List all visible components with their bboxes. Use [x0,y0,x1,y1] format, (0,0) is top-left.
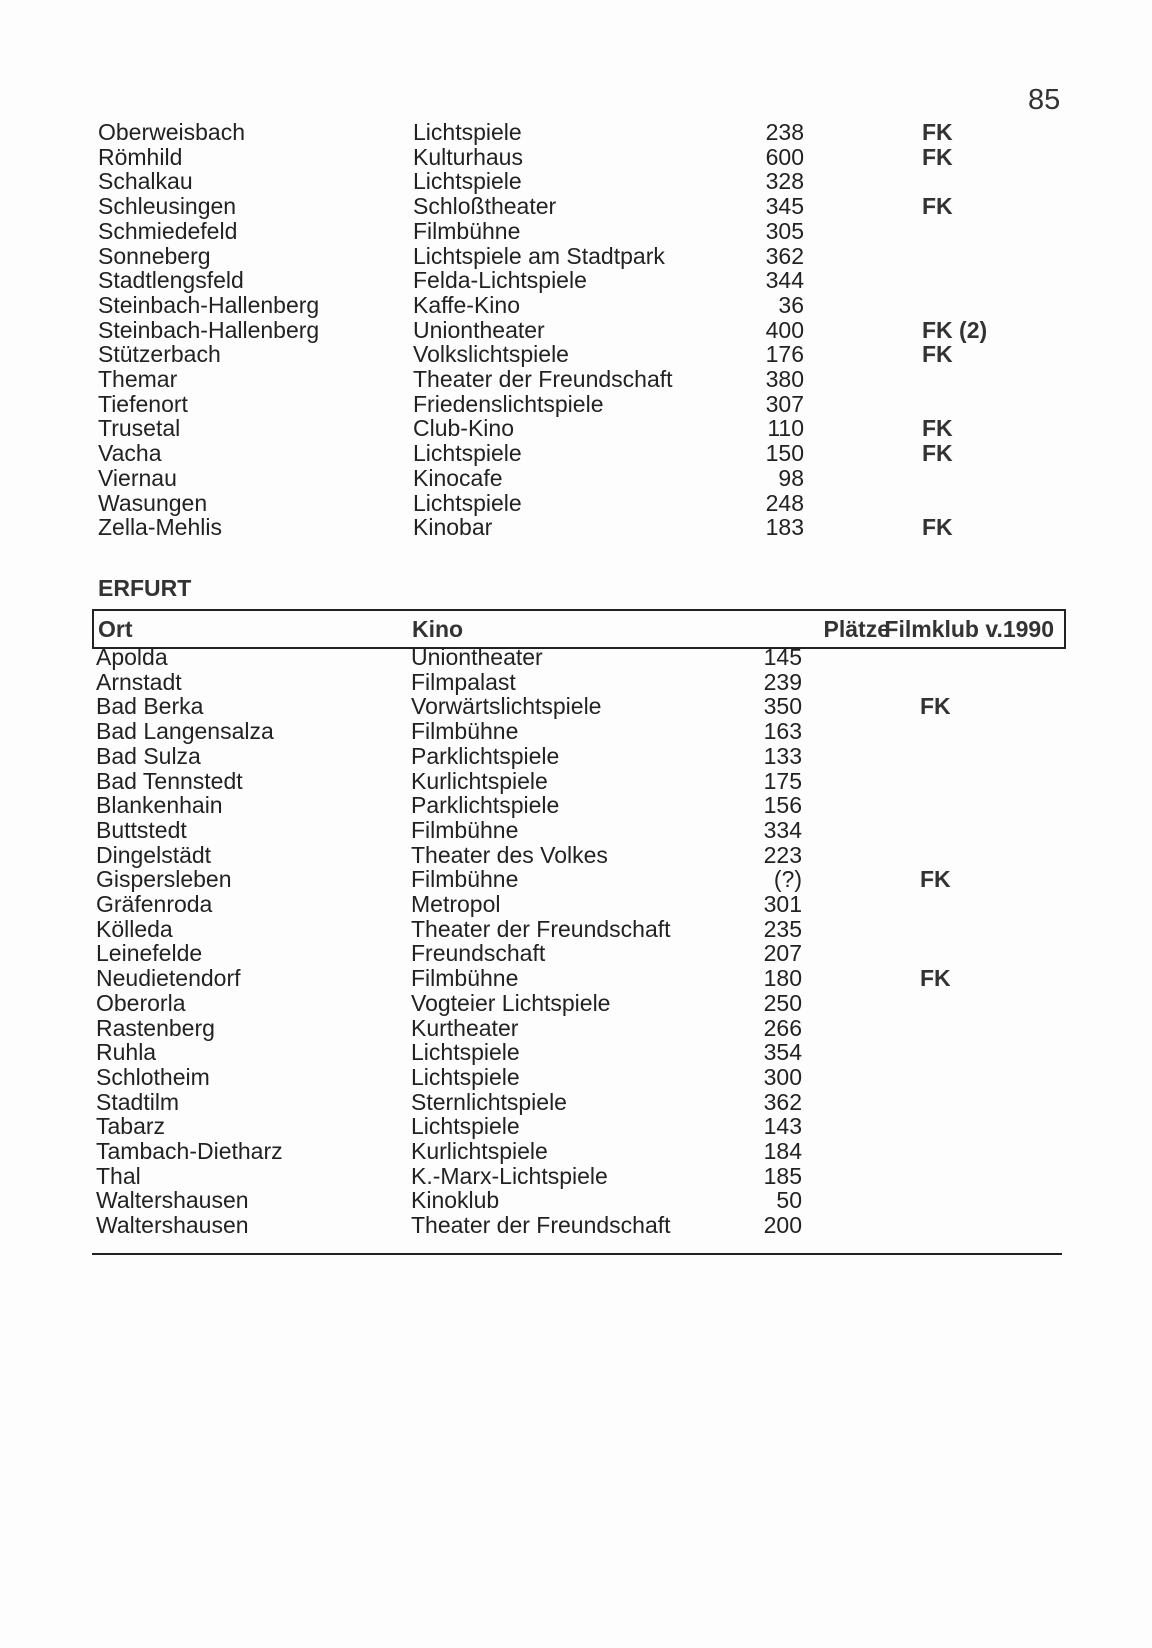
cell-kino: Friedenslichtspiele [413,390,604,417]
cell-filmklub: FK [922,514,953,541]
cell-kino: Kaffe-Kino [413,291,520,318]
table-row [0,1188,1152,1213]
cell-ort: Thal [96,1162,141,1189]
cell-plaetze: 184 [763,1138,802,1164]
cell-kino: Kinoklub [411,1187,500,1214]
cell-ort: Bad Sulza [96,742,201,769]
table-row [0,670,1152,695]
cell-kino: Kinocafe [413,464,503,491]
table-row [0,1164,1152,1189]
table-row [0,793,1152,818]
cell-kino: Lichtspiele am Stadtpark [413,242,665,269]
cell-filmklub: FK [922,193,953,220]
cell-plaetze: 50 [776,1187,802,1214]
cell-plaetze: 362 [763,1088,802,1115]
cell-ort: Buttstedt [96,816,187,843]
cell-plaetze: 380 [765,366,804,392]
table-row [0,1065,1152,1090]
cell-plaetze: 239 [763,668,802,695]
cell-plaetze: 600 [765,143,804,170]
cell-ort: Wasungen [98,489,208,516]
cell-plaetze: 300 [763,1063,802,1090]
cell-kino: Filmbühne [411,816,519,843]
cell-kino: Volkslichtspiele [413,341,569,368]
cell-ort: Sonneberg [98,242,211,269]
cell-ort: Schlotheim [96,1063,210,1090]
table-row [0,1139,1152,1164]
cell-plaetze: 145 [763,644,802,670]
table-row [0,318,1152,343]
cell-kino: Lichtspiele [411,1113,520,1140]
cell-kino: Lichtspiele [413,440,522,467]
table-row [0,466,1152,491]
cell-kino: Parklichtspiele [411,792,560,819]
cell-kino: Metropol [411,891,501,917]
cell-filmklub: FK [920,693,951,720]
cell-ort: Viernau [98,464,177,491]
table-row [0,441,1152,466]
cell-filmklub: FK [920,965,951,992]
cell-plaetze: 238 [765,119,804,145]
cell-filmklub: FK [922,119,953,145]
cell-plaetze: 185 [763,1162,802,1189]
cell-ort: Zella-Mehlis [98,514,222,541]
table-row [0,941,1152,966]
page-number: 85 [1028,84,1061,116]
cell-ort: Oberorla [96,989,186,1016]
table-row [0,991,1152,1016]
table-row [0,515,1152,540]
table-row [0,392,1152,417]
table-row [0,367,1152,392]
cell-kino: Parklichtspiele [411,742,560,769]
cell-kino: Filmbühne [413,217,521,244]
cell-plaetze: 344 [765,267,804,294]
cell-ort: Bad Tennstedt [96,767,243,794]
table-row [0,917,1152,942]
cell-kino: Kurtheater [411,1014,519,1041]
cell-plaetze: 248 [765,489,804,516]
cell-plaetze: 345 [765,193,804,220]
cell-kino: Kurlichtspiele [411,1138,548,1164]
table-row [0,843,1152,868]
cell-kino: Lichtspiele [411,1039,520,1066]
cell-ort: Waltershausen [96,1212,249,1239]
cell-filmklub: FK [920,866,951,893]
cell-plaetze: 235 [763,915,802,942]
cell-ort: Gispersleben [96,866,232,893]
cell-ort: Stützerbach [98,341,221,368]
cell-kino: Filmbühne [411,965,519,992]
cell-plaetze: 98 [778,464,804,491]
cell-kino: Uniontheater [413,316,545,343]
table-row [0,293,1152,318]
cell-plaetze: 305 [765,217,804,244]
cell-ort: Tiefenort [98,390,188,417]
cell-ort: Römhild [98,143,183,170]
cell-plaetze: (?) [773,866,802,893]
cell-plaetze: 133 [763,742,802,769]
table-row [0,867,1152,892]
cell-plaetze: 163 [763,718,802,745]
cell-plaetze: 301 [763,891,802,917]
cell-ort: Oberweisbach [98,119,246,145]
table-row [0,342,1152,367]
cell-plaetze: 150 [765,440,804,467]
table-header-row [92,609,1066,649]
table-row [0,818,1152,843]
cell-filmklub: FK [922,143,953,170]
cell-kino: Club-Kino [413,415,514,442]
cell-filmklub: FK [922,341,953,368]
cell-plaetze: 350 [763,693,802,720]
cell-plaetze: 175 [763,767,802,794]
cell-plaetze: 36 [778,291,804,318]
cell-ort: Schalkau [98,168,193,195]
cell-kino: Theater der Freundschaft [413,366,673,392]
cell-kino: Lichtspiele [411,1063,520,1090]
cell-ort: Tambach-Dietharz [96,1138,283,1164]
table-row [0,1016,1152,1041]
cell-plaetze: 250 [763,989,802,1016]
cell-ort: Rastenberg [96,1014,215,1041]
cell-ort: Schleusingen [98,193,237,220]
cell-plaetze: 328 [765,168,804,195]
cell-plaetze: 362 [765,242,804,269]
cell-kino: Lichtspiele [413,119,522,145]
cell-kino: Theater der Freundschaft [411,915,671,942]
cell-ort: Trusetal [98,415,181,442]
cell-ort: Bad Berka [96,693,204,720]
cell-ort: Leinefelde [96,940,203,967]
header-plaetze: Plätze [823,616,890,642]
cell-ort: Arnstadt [96,668,182,695]
cell-ort: Waltershausen [96,1187,249,1214]
cell-kino: K.-Marx-Lichtspiele [411,1162,608,1189]
cell-ort: Gräfenroda [96,891,213,917]
cell-ort: Stadtilm [96,1088,180,1115]
table-row [0,120,1152,145]
cell-ort: Ruhla [96,1039,157,1066]
cell-filmklub: FK [922,440,953,467]
cell-kino: Sternlichtspiele [411,1088,567,1115]
cell-ort: Steinbach-Hallenberg [98,291,320,318]
cell-kino: Vorwärtslichtspiele [411,693,602,720]
cell-ort: Neudietendorf [96,965,241,992]
cell-kino: Schloßtheater [413,193,557,220]
cell-plaetze: 307 [765,390,804,417]
cell-ort: Kölleda [96,915,173,942]
cell-ort: Blankenhain [96,792,223,819]
header-kino: Kino [412,616,464,642]
table-row [0,145,1152,170]
cell-filmklub: FK [922,415,953,442]
table-row [0,1090,1152,1115]
table-row [0,719,1152,744]
cell-kino: Lichtspiele [413,168,522,195]
table-row [0,194,1152,219]
cell-kino: Filmbühne [411,718,519,745]
cell-plaetze: 334 [763,816,802,843]
table-row [0,769,1152,794]
cell-kino: Uniontheater [411,644,543,670]
table-row [0,966,1152,991]
cell-ort: Dingelstädt [96,841,212,868]
cell-ort: Schmiedefeld [98,217,238,244]
cell-kino: Kulturhaus [413,143,523,170]
cell-plaetze: 110 [767,415,804,442]
cell-plaetze: 180 [763,965,802,992]
cell-kino: Kurlichtspiele [411,767,548,794]
table-row [0,744,1152,769]
cell-plaetze: 223 [763,841,802,868]
table-row [0,169,1152,194]
cell-ort: Themar [98,366,178,392]
cell-kino: Filmbühne [411,866,519,893]
cell-kino: Freundschaft [411,940,546,967]
cell-plaetze: 354 [763,1039,802,1066]
cell-ort: Vacha [98,440,162,467]
table-row [0,694,1152,719]
cell-kino: Vogteier Lichtspiele [411,989,611,1016]
cell-plaetze: 156 [763,792,802,819]
table-row [0,1040,1152,1065]
cell-plaetze: 207 [763,940,802,967]
cell-kino: Theater des Volkes [411,841,608,868]
table-row [0,416,1152,441]
table-row [0,491,1152,516]
cell-filmklub: FK (2) [922,316,988,343]
cell-ort: Apolda [96,644,168,670]
cell-ort: Steinbach-Hallenberg [98,316,320,343]
cell-plaetze: 200 [763,1212,802,1239]
cell-kino: Lichtspiele [413,489,522,516]
cell-ort: Stadtlengsfeld [98,267,244,294]
cell-plaetze: 266 [763,1014,802,1041]
table-row [0,244,1152,269]
table-row [0,268,1152,293]
cell-kino: Felda-Lichtspiele [413,267,587,294]
cell-plaetze: 400 [765,316,804,343]
cell-ort: Tabarz [96,1113,166,1140]
cell-kino: Theater der Freundschaft [411,1212,671,1239]
cell-ort: Bad Langensalza [96,718,274,745]
cell-kino: Kinobar [413,514,493,541]
header-ort: Ort [98,616,133,642]
cell-plaetze: 176 [765,341,804,368]
table-row [0,219,1152,244]
table-row [0,1114,1152,1139]
cell-plaetze: 143 [763,1113,802,1140]
table-row [0,645,1152,670]
cell-plaetze: 183 [765,514,804,541]
table-bottom-rule [92,1253,1062,1255]
header-filmklub: Filmklub v.1990 [884,616,1054,642]
section-title-erfurt: ERFURT [98,575,192,601]
table-row [0,892,1152,917]
cell-kino: Filmpalast [411,668,516,695]
table-row [0,1213,1152,1238]
